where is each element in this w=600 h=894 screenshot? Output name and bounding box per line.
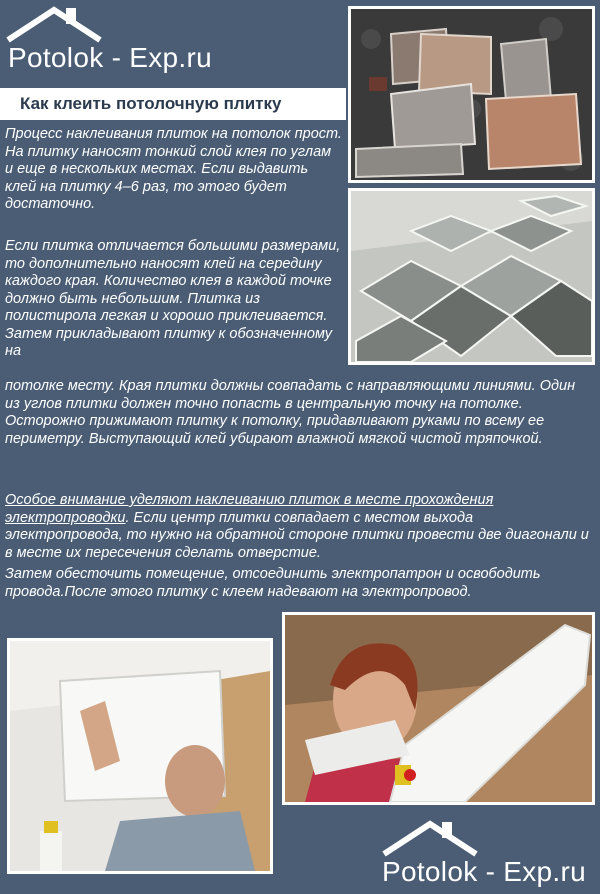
site-logo-top[interactable] xyxy=(0,0,240,80)
photo-man-gluing-tile xyxy=(7,638,273,874)
site-logo-bottom[interactable] xyxy=(380,818,596,890)
house-icon xyxy=(380,818,480,858)
paragraph-3 xyxy=(5,492,590,562)
paragraph-2-continued: потолке месту. Края плитки должны совпадать с направляющими линиями. Один из углов плитки должен точно попасть в центральную точку на потолке. Осторожно прижимают плитку к потолку, придавливают руками по всему ее периметру. Выступающий клей убирают влажной мягкой чистой тряпочкой. xyxy=(5,378,576,447)
logo-text: Potolok - Exp.ru xyxy=(382,856,586,887)
paragraph-2: Если плитка отличается большими размерами, то дополнительно наносят клей на середину каждого края. Количество клея в каждой точке должно быть небольшим. Плитка из полистирола легкая и хорошо приклеивается. Затем прикладывают плитку к обозначенному на xyxy=(5,238,341,359)
house-icon xyxy=(4,4,104,44)
photo-woman-holding-tile xyxy=(282,612,595,805)
page-title-text: Как клеить потолочную плитку xyxy=(20,94,282,113)
paragraph-1: Процесс наклеивания плиток на потолок прост. На плитку наносят тонкий слой клея по углам и еще в нескольких местах. Если выдавить клей на плитку 4–6 раз, то этого будет достаточно. xyxy=(5,126,342,212)
paragraph-3-underlined: Особое внимание уделяют наклеиванию плиток в месте прохождения электропроводки xyxy=(5,492,494,526)
page-title xyxy=(0,88,346,120)
paragraph-4: Затем обесточить помещение, отсоединить электропатрон и освободить провода.После этого плитку с клеем надевают на электропровод. xyxy=(5,566,541,600)
photo-mirror-tiles xyxy=(348,6,595,183)
paragraph-3-rest: . Если центр плитки совпадает с местом выхода электропровода, то нужно на обратной стороне плитки провести две диагонали и в месте их пересечения сделать отверстие. xyxy=(5,509,589,561)
photo-beveled-tiles xyxy=(348,188,595,365)
logo-text: Potolok - Exp.ru xyxy=(8,42,212,73)
